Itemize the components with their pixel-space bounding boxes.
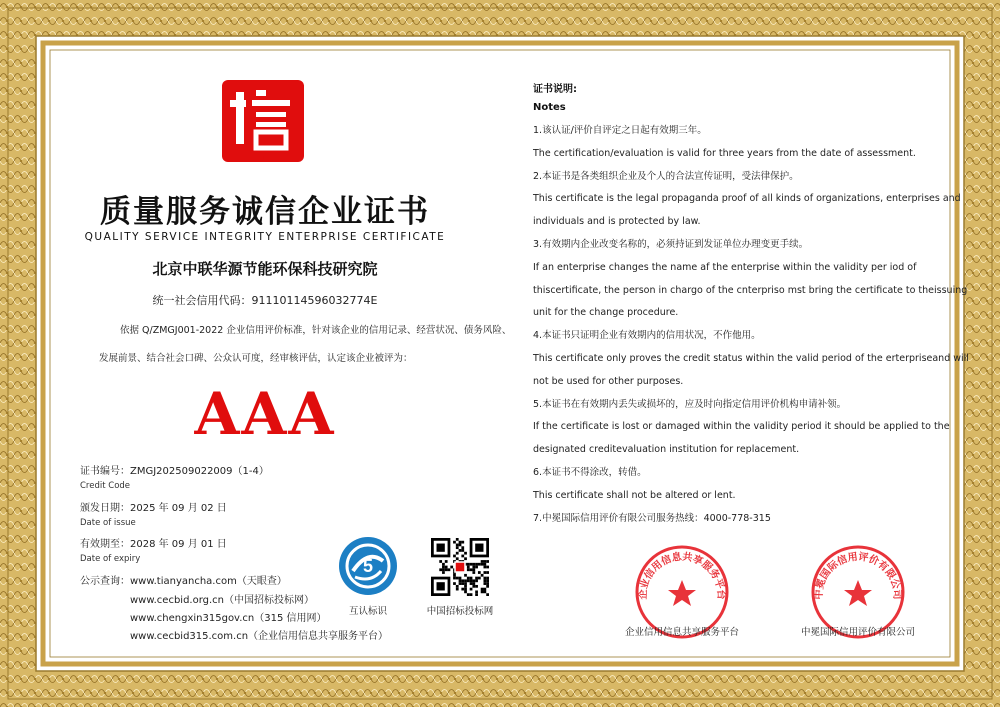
notes-line: 3.有效期内企业改变名称的，必须持证到发证单位办理变更手续。	[533, 239, 809, 250]
cert-number-en: Credit Code	[80, 481, 131, 491]
svg-text:5: 5	[362, 556, 374, 576]
notes-line: 4.本证书只证明企业有效期内的信用状况，不作他用。	[533, 330, 761, 342]
seal-zhongmian-caption: 中冕国际信用评价有限公司	[800, 627, 915, 638]
svg-text:企业信用信息共享服务平台: 企业信用信息共享服务平台	[637, 551, 727, 600]
notes-line: This certificate shall not be altered or lent.	[533, 489, 736, 501]
query-site-1: www.cecbid.org.cn（中国招标投标网）	[130, 595, 315, 606]
credit-code: 统一社会信用代码：91110114596032774E	[152, 294, 378, 307]
rating-aaa: AAA	[194, 380, 336, 448]
notes-line: If an enterprise changes the name af the enterprise within the validity per iod of	[533, 261, 917, 273]
notes-line: designated creditevaluation institution for replacement.	[533, 444, 800, 456]
red-star-seal-icon	[844, 580, 872, 606]
query-site-3: www.cecbid315.com.cn（企业信用信息共享服务平台）	[130, 631, 389, 642]
notes-line: not be used for other purposes.	[533, 375, 684, 387]
cert-number: 证书编号：ZMGJ202509022009（1-4）	[80, 466, 269, 477]
notes-line: 2.本证书是各类组织企业及个人的合法宣传证明，受法律保护。	[533, 170, 799, 182]
notes-line: 6.本证书不得涂改，转借。	[533, 467, 647, 478]
title-english: QUALITY SERVICE INTEGRITY ENTERPRISE CERTIFICATE	[84, 231, 446, 243]
qr-code-caption: 中国招标投标网	[426, 606, 494, 617]
query-label: 公示查询：www.tianyancha.com（天眼查）	[80, 576, 287, 587]
notes-line: 5.本证书在有效期内丢失或损坏的，应及时向指定信用评价机构申请补领。	[533, 398, 847, 410]
expiry-date-en: Date of expiry	[80, 554, 141, 564]
issue-date-en: Date of issue	[80, 518, 136, 528]
red-star-seal-icon	[668, 580, 696, 606]
notes-line: This certificate only proves the credit status within the valid period of the erterpriseand will	[533, 353, 969, 364]
red-xin-logo-icon	[222, 80, 304, 162]
notes-line: The certification/evaluation is valid for three years from the date of assessment.	[533, 147, 916, 159]
svg-text:中冕国际信用评价有限公司: 中冕国际信用评价有限公司	[813, 551, 903, 600]
notes-title-en: Notes	[533, 102, 566, 113]
svg-text:信: 信	[263, 158, 264, 159]
notes-line: unit for the change procedure.	[533, 307, 679, 319]
basis-line-1: 依据 Q/ZMGJ001-2022 企业信用评价标准，针对该企业的信用记录、经营状况、债务风险、	[120, 325, 512, 336]
notes-line: individuals and is protected by law.	[533, 216, 701, 228]
notes-line: thiscertificate, the person in chargo of the cnterpriso mst bring the certificate to theissuing	[533, 284, 968, 296]
notes-line: This certificate is the legal propaganda proof of all kinds of organizations, enterprises and	[533, 193, 961, 205]
notes-line: 7.中冕国际信用评价有限公司服务热线：4000-778-315	[533, 512, 771, 524]
query-site-2: www.chengxin315gov.cn（315 信用网）	[130, 613, 327, 624]
seal-credit-platform-caption: 企业信用信息共享服务平台	[624, 627, 739, 638]
expiry-date: 有效期至：2028 年 09 月 01 日	[80, 539, 227, 550]
notes-list	[533, 124, 969, 534]
organization-name: 北京中联华源节能环保科技研究院	[152, 260, 378, 278]
qr-code-icon	[431, 538, 489, 596]
basis-line-2: 发展前景、结合社会口碑、公众认可度，经审核评估，认定该企业被评为：	[99, 353, 413, 364]
title-chinese: 质量服务诚信企业证书	[100, 194, 430, 230]
notes-title-cn: 证书说明:	[533, 84, 577, 95]
issue-date: 颁发日期：2025 年 09 月 02 日	[80, 503, 227, 514]
notes-line: 1.该认证/评价自评定之日起有效期三年。	[533, 125, 707, 136]
notes-line: If the certificate is lost or damaged within the validity period it should be applied to the	[533, 421, 950, 433]
mutual-recognition-caption: 互认标识	[348, 606, 387, 617]
mutual-recognition-logo-icon	[337, 535, 399, 597]
